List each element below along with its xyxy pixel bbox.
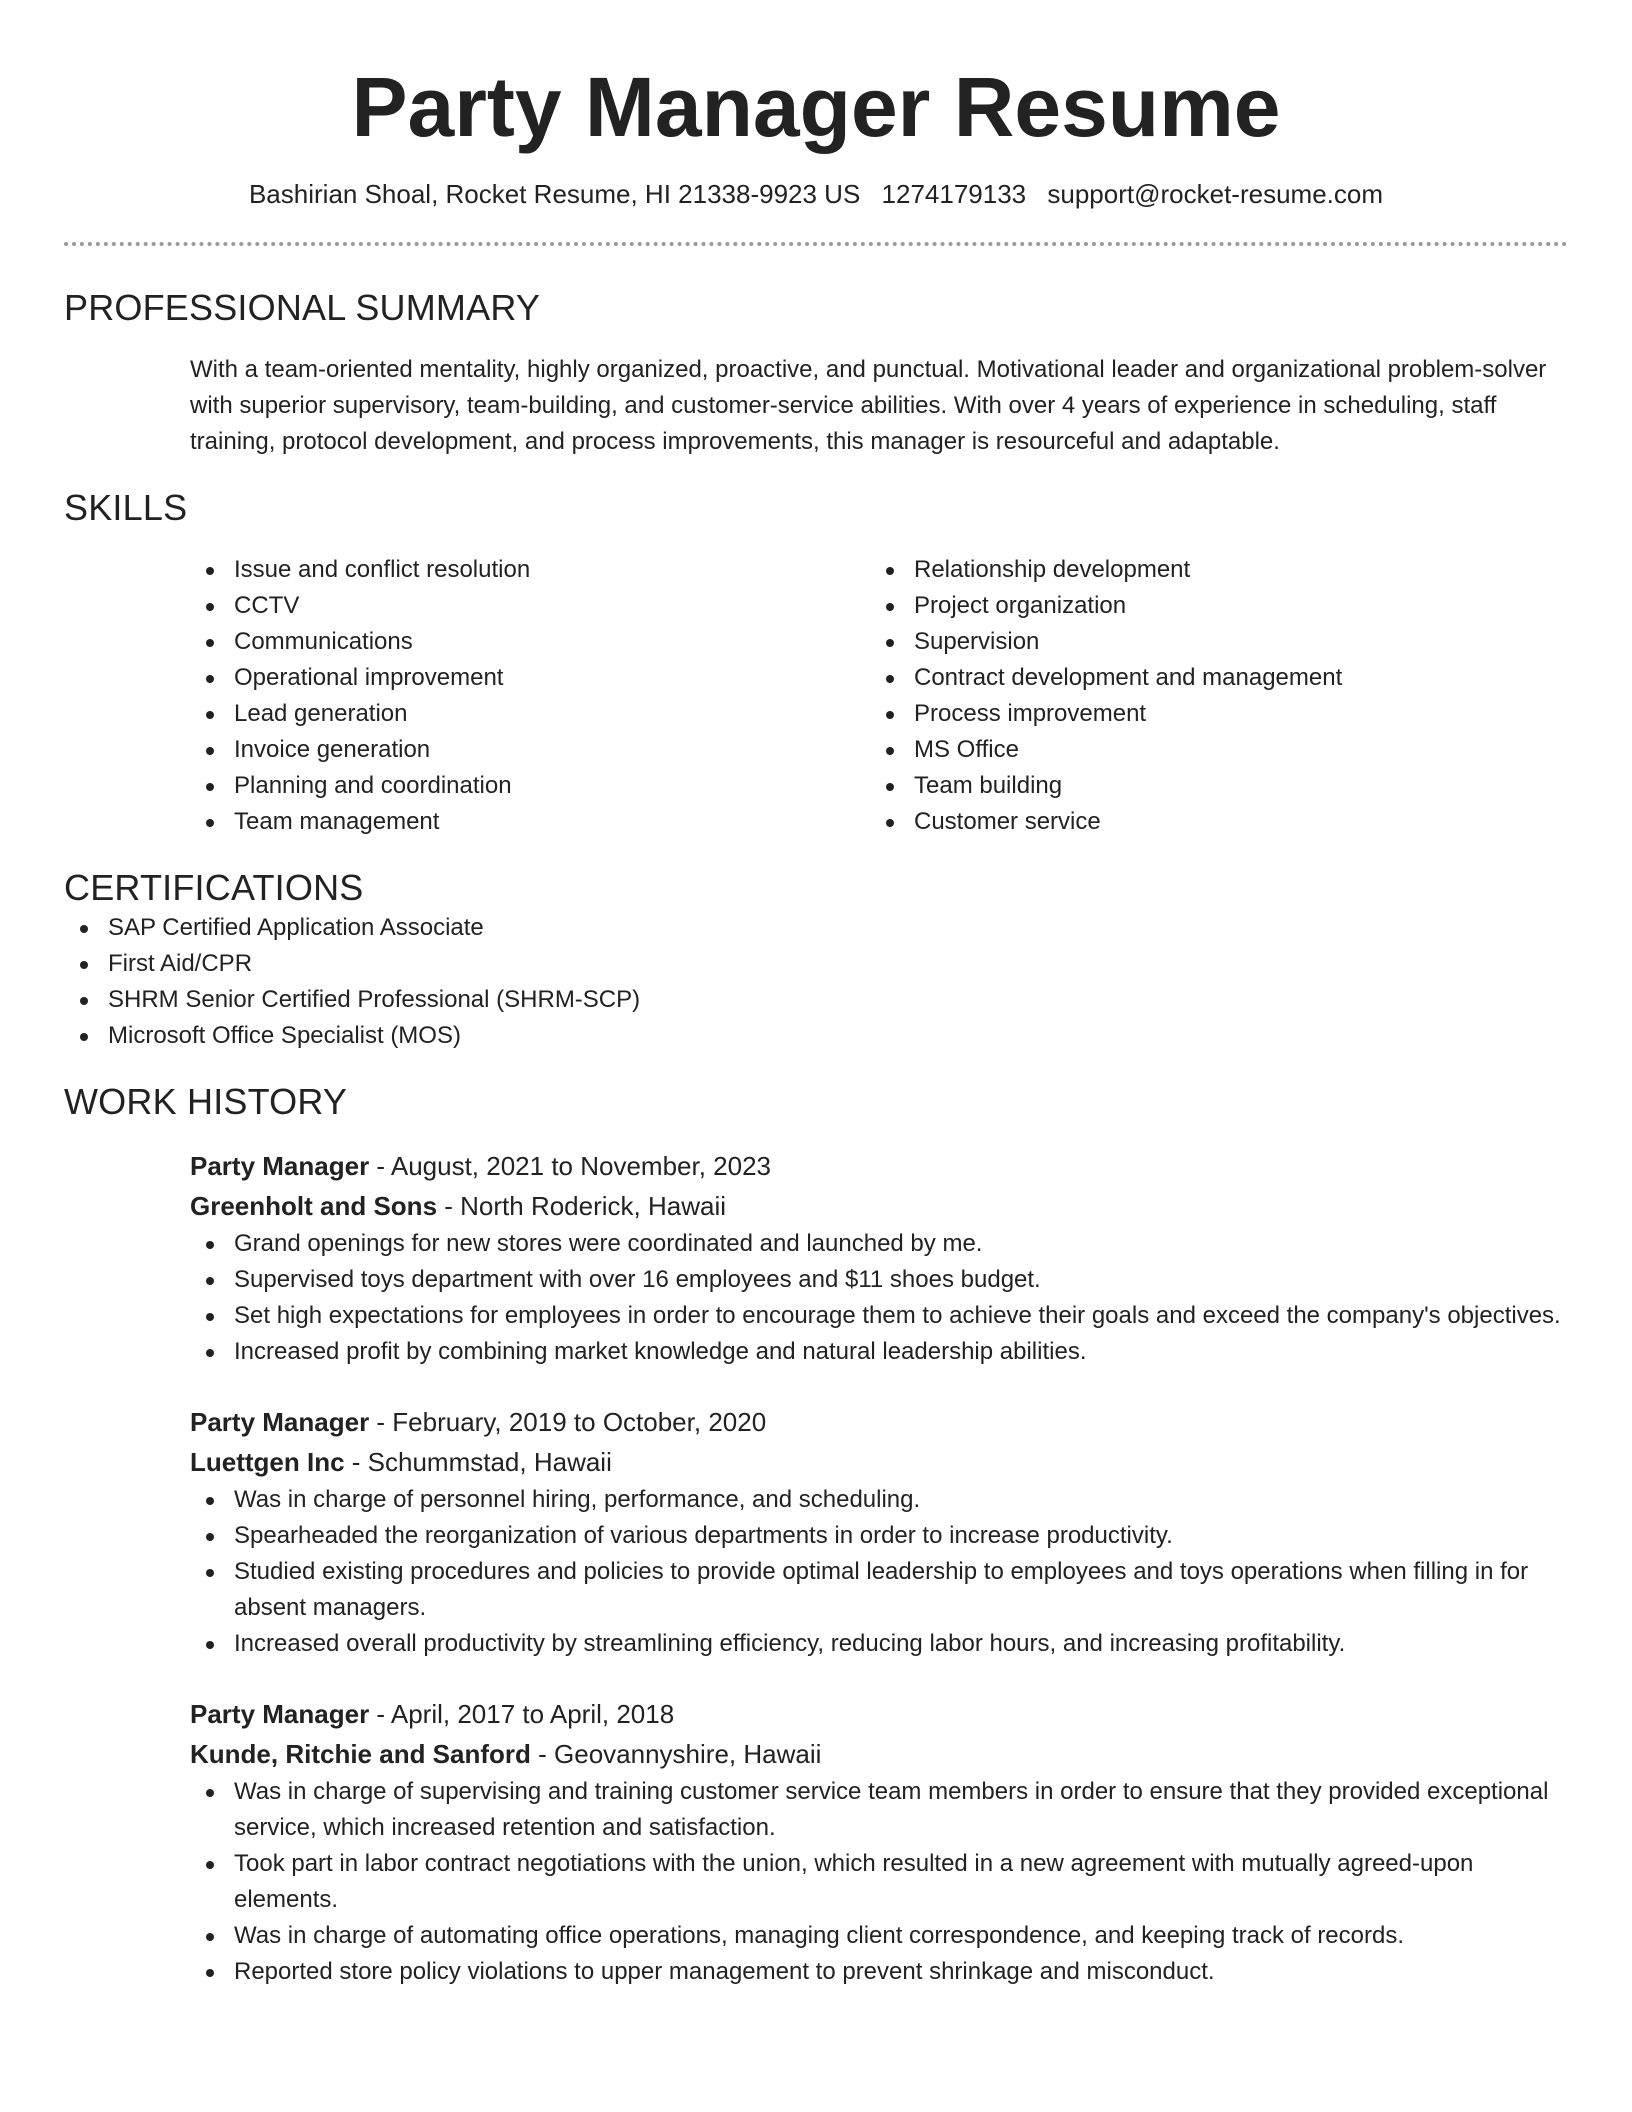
job-title-line (190, 1402, 1568, 1442)
job-title: Party Manager (190, 1407, 370, 1437)
certification-item: First Aid/CPR (64, 946, 1568, 982)
skill-item: MS Office (870, 732, 1550, 768)
job-bullet: Increased profit by combining market knowledge and natural leadership abilities. (190, 1334, 1568, 1370)
work-history-heading: WORK HISTORY (64, 1081, 348, 1122)
skill-item: Planning and coordination (190, 768, 870, 804)
skill-item: CCTV (190, 588, 870, 624)
job-bullet: Studied existing procedures and policies to provide optimal leadership to employees and toys operations when filling in for absent managers. (190, 1554, 1568, 1626)
skill-item: Invoice generation (190, 732, 870, 768)
job-title-line (190, 1146, 1568, 1186)
summary-heading: PROFESSIONAL SUMMARY (64, 287, 541, 328)
contact-email: support@rocket-resume.com (1047, 179, 1384, 209)
job-location: - North Roderick, Hawaii (437, 1191, 727, 1221)
job-bullet: Spearheaded the reorganization of various departments in order to increase productivity. (190, 1518, 1568, 1554)
skill-item: Supervision (870, 624, 1550, 660)
certification-item: SHRM Senior Certified Professional (SHRM-SCP) (64, 982, 1568, 1018)
job-title: Party Manager (190, 1151, 370, 1181)
job-title-line (190, 1694, 1568, 1734)
job-dates: - August, 2021 to November, 2023 (369, 1151, 772, 1181)
job-bullet: Increased overall productivity by streamlining efficiency, reducing labor hours, and increasing profitability. (190, 1626, 1568, 1662)
job-bullet: Grand openings for new stores were coordinated and launched by me. (190, 1226, 1568, 1262)
job-bullet: Set high expectations for employees in order to encourage them to achieve their goals and exceed the company's objectives. (190, 1298, 1568, 1334)
resume-page (64, 0, 1568, 1990)
job-location: - Geovannyshire, Hawaii (530, 1739, 822, 1769)
certifications-list (64, 910, 1568, 1054)
job-bullet: Supervised toys department with over 16 employees and $11 shoes budget. (190, 1262, 1568, 1298)
certification-item: Microsoft Office Specialist (MOS) (64, 1018, 1568, 1054)
contact-address: Bashirian Shoal, Rocket Resume, HI 21338-9923 US (248, 179, 861, 209)
job-company-line (190, 1442, 1568, 1482)
job-location: - Schummstad, Hawaii (344, 1447, 612, 1477)
job-dates: - April, 2017 to April, 2018 (369, 1699, 675, 1729)
contact-line (64, 176, 1568, 212)
job-bullet: Was in charge of supervising and training customer service team members in order to ensure that they provided exceptional service, which increased retention and satisfaction. (190, 1774, 1568, 1846)
job-title: Party Manager (190, 1699, 370, 1729)
job-dates: - February, 2019 to October, 2020 (369, 1407, 767, 1437)
skill-item: Project organization (870, 588, 1550, 624)
skill-item: Team building (870, 768, 1550, 804)
skills-heading: SKILLS (64, 487, 188, 528)
page-title: Party Manager Resume (351, 60, 1281, 154)
job-bullet: Was in charge of automating office operations, managing client correspondence, and keeping track of records. (190, 1918, 1568, 1954)
skills-list (190, 552, 1568, 840)
job-entry (190, 1694, 1568, 1990)
skill-item: Team management (190, 804, 870, 840)
skills-column-left (190, 552, 870, 840)
skill-item: Communications (190, 624, 870, 660)
skills-column-right (870, 552, 1550, 840)
skill-item: Customer service (870, 804, 1550, 840)
job-bullets (190, 1482, 1568, 1662)
job-company: Kunde, Ritchie and Sanford (190, 1739, 531, 1769)
job-company-line (190, 1734, 1568, 1774)
summary-text: With a team-oriented mentality, highly organized, proactive, and punctual. Motivational leader and organizational problem-solver with superior supervisory, team-building, and customer-service abilities. With over 4 years of experience in scheduling, staff training, protocol development, and process improvements, this manager is resourceful and adaptable. (190, 356, 1547, 455)
job-entry (190, 1146, 1568, 1370)
job-company-line (190, 1186, 1568, 1226)
skill-item: Contract development and management (870, 660, 1550, 696)
job-bullets (190, 1226, 1568, 1370)
job-bullets (190, 1774, 1568, 1990)
contact-phone: 1274179133 (881, 179, 1027, 209)
job-bullet: Took part in labor contract negotiations with the union, which resulted in a new agreement with mutually agreed-upon elements. (190, 1846, 1568, 1918)
skill-item: Operational improvement (190, 660, 870, 696)
skill-item: Issue and conflict resolution (190, 552, 870, 588)
header-divider (64, 242, 1568, 246)
job-company: Greenholt and Sons (190, 1191, 438, 1221)
job-bullet: Was in charge of personnel hiring, performance, and scheduling. (190, 1482, 1568, 1518)
certification-item: SAP Certified Application Associate (64, 910, 1568, 946)
job-company: Luettgen Inc (190, 1447, 345, 1477)
job-entry (190, 1402, 1568, 1662)
skill-item: Lead generation (190, 696, 870, 732)
job-bullet: Reported store policy violations to upper management to prevent shrinkage and misconduct. (190, 1954, 1568, 1990)
skill-item: Relationship development (870, 552, 1550, 588)
skill-item: Process improvement (870, 696, 1550, 732)
certifications-heading: CERTIFICATIONS (64, 867, 364, 908)
